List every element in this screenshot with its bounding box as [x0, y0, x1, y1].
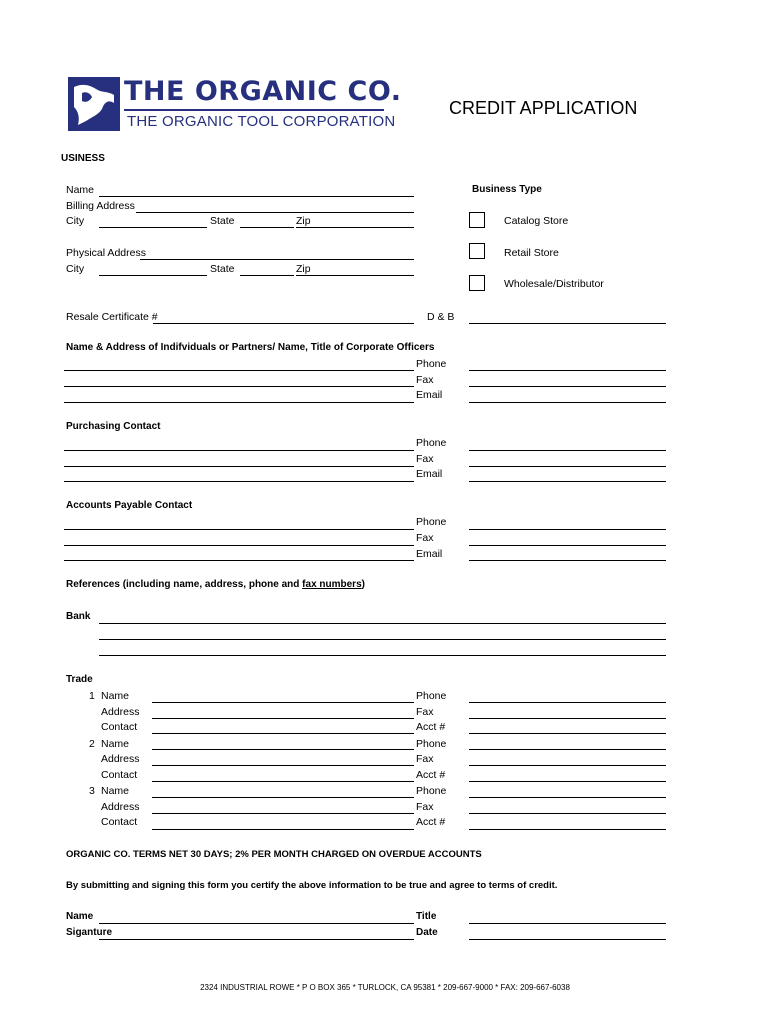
- officers-fax-field[interactable]: [469, 386, 666, 387]
- footer-address: 2324 INDUSTRIAL ROWE * P O BOX 365 * TURLOCK, CA 95381 * 209-667-9000 * FAX: 209-667-6038: [200, 983, 570, 992]
- business-type-label: Business Type: [472, 184, 542, 195]
- ap-email-label: Email: [416, 548, 443, 560]
- logo-subtitle: THE ORGANIC TOOL CORPORATION: [127, 113, 396, 130]
- trade-2-acct-field[interactable]: [469, 781, 666, 782]
- trade-2-phone-label: Phone: [416, 738, 447, 750]
- date-label: Date: [416, 927, 438, 938]
- wholesale-distributor-label: Wholesale/Distributor: [504, 278, 604, 290]
- officers-label: Name & Address of Indifviduals or Partners/ Name, Title of Corporate Officers: [66, 342, 435, 353]
- trade-3-address-field[interactable]: [152, 813, 414, 814]
- officers-phone-field[interactable]: [469, 370, 666, 371]
- db-field[interactable]: [469, 323, 666, 324]
- references-label: References (including name, address, phone and fax numbers): [66, 579, 365, 590]
- logo-name: THE ORGANIC CO.: [124, 76, 402, 107]
- trade-1-fax-field[interactable]: [469, 718, 666, 719]
- purchasing-phone-label: Phone: [416, 437, 447, 449]
- trade-1-name-label: Name: [101, 690, 130, 702]
- ap-line-3[interactable]: [64, 560, 414, 561]
- trade-3-name-field[interactable]: [152, 797, 414, 798]
- physical-address-label: Physical Address: [66, 247, 146, 259]
- trade-2-contact-field[interactable]: [152, 781, 414, 782]
- name-label: Name: [66, 184, 95, 196]
- trade-1-contact-field[interactable]: [152, 733, 414, 734]
- ap-phone-field[interactable]: [469, 529, 666, 530]
- bank-line-1[interactable]: [99, 623, 666, 624]
- date-field[interactable]: [469, 939, 666, 940]
- trade-2-fax-label: Fax: [416, 753, 434, 765]
- state2-field[interactable]: [240, 275, 294, 276]
- title-field[interactable]: [469, 923, 666, 924]
- state2-label: State: [210, 263, 235, 275]
- trade-3-fax-field[interactable]: [469, 813, 666, 814]
- zip2-label: Zip: [296, 263, 311, 275]
- trade-3-number: 3: [89, 785, 95, 797]
- trade-2-acct-label: Acct #: [416, 769, 446, 781]
- officers-line-2[interactable]: [64, 386, 414, 387]
- trade-3-name-label: Name: [101, 785, 130, 797]
- db-label: D & B: [427, 311, 455, 323]
- trade-3-phone-field[interactable]: [469, 797, 666, 798]
- ap-email-field[interactable]: [469, 560, 666, 561]
- trade-2-address-field[interactable]: [152, 765, 414, 766]
- trade-1-acct-label: Acct #: [416, 721, 446, 733]
- city2-field[interactable]: [99, 275, 207, 276]
- ap-fax-field[interactable]: [469, 545, 666, 546]
- trade-2-phone-field[interactable]: [469, 749, 666, 750]
- trade-1-phone-label: Phone: [416, 690, 447, 702]
- officers-line-1[interactable]: [64, 370, 414, 371]
- purchasing-phone-field[interactable]: [469, 450, 666, 451]
- trade-3-address-label: Address: [101, 801, 140, 813]
- bank-label: Bank: [66, 611, 91, 622]
- zip-field[interactable]: [296, 227, 414, 228]
- officers-line-3[interactable]: [64, 402, 414, 403]
- ap-line-2[interactable]: [64, 545, 414, 546]
- trade-3-acct-field[interactable]: [469, 829, 666, 830]
- trade-2-contact-label: Contact: [101, 769, 138, 781]
- certify-text: By submitting and signing this form you certify the above information to be true and agree to terms of credit.: [66, 880, 558, 891]
- trade-3-contact-label: Contact: [101, 816, 138, 828]
- trade-1-phone-field[interactable]: [469, 702, 666, 703]
- trade-2-number: 2: [89, 738, 95, 750]
- catalog-store-label: Catalog Store: [504, 215, 569, 227]
- purchasing-fax-field[interactable]: [469, 466, 666, 467]
- retail-store-checkbox[interactable]: [469, 243, 485, 259]
- billing-address-label: Billing Address: [66, 200, 135, 212]
- officers-phone-label: Phone: [416, 358, 447, 370]
- wholesale-distributor-checkbox[interactable]: [469, 275, 485, 291]
- trade-3-phone-label: Phone: [416, 785, 447, 797]
- resale-certificate-label: Resale Certificate #: [66, 311, 158, 323]
- trade-3-acct-label: Acct #: [416, 816, 446, 828]
- trade-2-address-label: Address: [101, 753, 140, 765]
- officers-email-field[interactable]: [469, 402, 666, 403]
- trade-1-address-label: Address: [101, 706, 140, 718]
- signature-name-field[interactable]: [99, 923, 414, 924]
- ap-phone-label: Phone: [416, 516, 447, 528]
- city2-label: City: [66, 263, 85, 275]
- trade-1-acct-field[interactable]: [469, 733, 666, 734]
- trade-2-fax-field[interactable]: [469, 765, 666, 766]
- retail-store-label: Retail Store: [504, 247, 559, 259]
- title-label: Title: [416, 911, 437, 922]
- officers-fax-label: Fax: [416, 374, 434, 386]
- state-field[interactable]: [240, 227, 294, 228]
- business-section-heading: USINESS: [61, 153, 105, 164]
- zip-label: Zip: [296, 215, 311, 227]
- page-title: CREDIT APPLICATION: [449, 98, 638, 118]
- trade-1-address-field[interactable]: [152, 718, 414, 719]
- signature-name-label: Name: [66, 911, 94, 922]
- trade-1-contact-label: Contact: [101, 721, 138, 733]
- city-field[interactable]: [99, 227, 207, 228]
- purchasing-line-3[interactable]: [64, 481, 414, 482]
- trade-3-fax-label: Fax: [416, 801, 434, 813]
- signature-label: Siganture: [66, 927, 113, 938]
- trade-2-name-field[interactable]: [152, 749, 414, 750]
- accounts-payable-label: Accounts Payable Contact: [66, 500, 193, 511]
- purchasing-line-1[interactable]: [64, 450, 414, 451]
- trade-2-name-label: Name: [101, 738, 130, 750]
- terms-text: ORGANIC CO. TERMS NET 30 DAYS; 2% PER MONTH CHARGED ON OVERDUE ACCOUNTS: [66, 849, 482, 860]
- city-label: City: [66, 215, 85, 227]
- logo-icon: [68, 77, 120, 131]
- bank-line-2[interactable]: [99, 639, 666, 640]
- trade-1-number: 1: [89, 690, 95, 702]
- purchasing-contact-label: Purchasing Contact: [66, 421, 161, 432]
- physical-address-field[interactable]: [140, 259, 414, 260]
- logo-divider: [124, 109, 384, 111]
- trade-1-name-field[interactable]: [152, 702, 414, 703]
- trade-1-fax-label: Fax: [416, 706, 434, 718]
- trade-label: Trade: [66, 674, 93, 685]
- zip2-field[interactable]: [296, 275, 414, 276]
- catalog-store-checkbox[interactable]: [469, 212, 485, 228]
- purchasing-email-field[interactable]: [469, 481, 666, 482]
- state-label: State: [210, 215, 235, 227]
- ap-line-1[interactable]: [64, 529, 414, 530]
- name-field[interactable]: [99, 196, 414, 197]
- signature-field[interactable]: [99, 939, 414, 940]
- bank-line-3[interactable]: [99, 655, 666, 656]
- purchasing-line-2[interactable]: [64, 466, 414, 467]
- purchasing-email-label: Email: [416, 468, 443, 480]
- trade-3-contact-field[interactable]: [152, 829, 414, 830]
- billing-address-field[interactable]: [136, 212, 414, 213]
- ap-fax-label: Fax: [416, 532, 434, 544]
- resale-certificate-field[interactable]: [153, 323, 414, 324]
- officers-email-label: Email: [416, 389, 443, 401]
- purchasing-fax-label: Fax: [416, 453, 434, 465]
